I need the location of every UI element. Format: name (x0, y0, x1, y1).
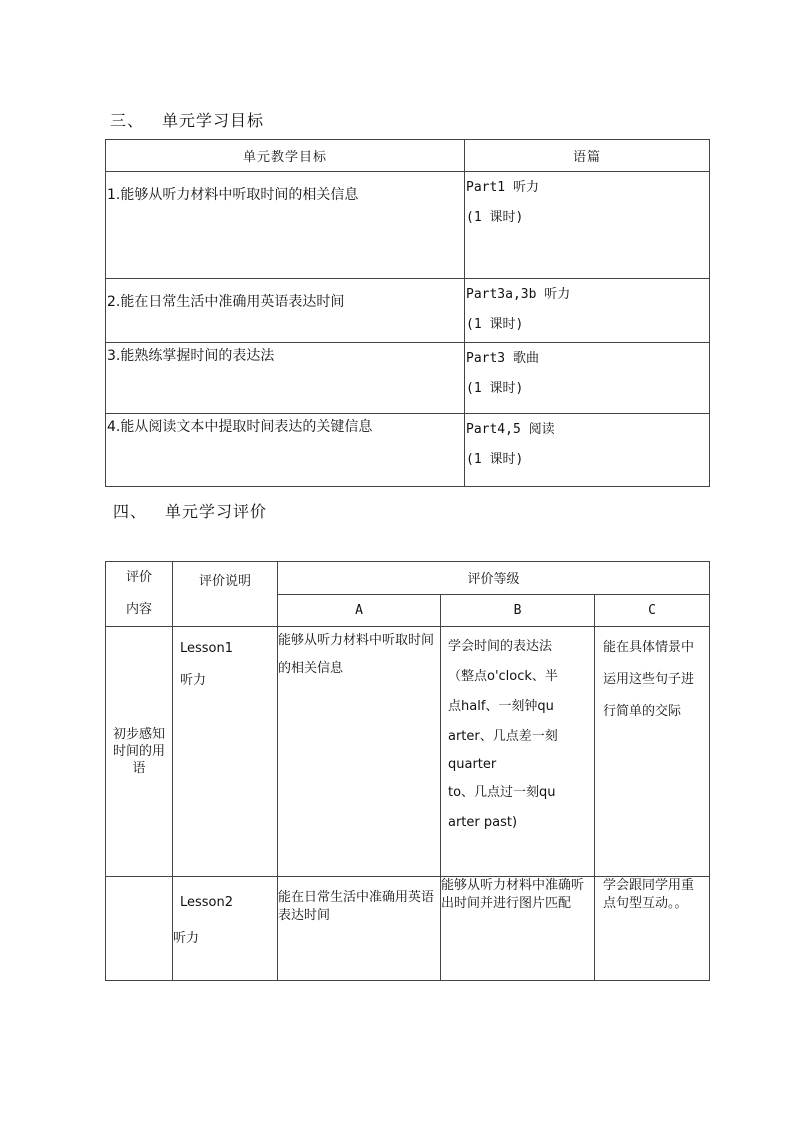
section-4-title: 单元学习评价 (165, 502, 268, 521)
eval-desc-cell (173, 877, 278, 981)
b-line: quarter (448, 757, 497, 772)
table-row (106, 414, 710, 487)
section-3-title: 单元学习目标 (162, 111, 265, 130)
text-hours: (1 课时) (466, 210, 524, 225)
section-3-number: 三、 (110, 111, 145, 130)
table-row (106, 279, 710, 343)
b-line: （整点o'clock、半 (448, 669, 558, 684)
text-name: Part3a,3b 听力 (466, 287, 571, 302)
text-cell (465, 414, 710, 487)
grade-b-cell (441, 627, 595, 877)
unit-goals-table (105, 139, 710, 487)
grade-a-cell: 能在日常生活中准确用英语表达时间 (278, 877, 441, 981)
b-line: arter、几点差一刻 (448, 729, 558, 744)
table-row (106, 627, 710, 877)
text-name: Part3 歌曲 (466, 351, 539, 366)
lesson-name: Lesson2 (180, 895, 234, 910)
eval-content-cell (106, 877, 173, 981)
section-3-heading (110, 108, 264, 131)
text-hours: (1 课时) (466, 317, 524, 332)
text-hours: (1 课时) (466, 452, 524, 467)
goal-cell: 2.能在日常生活中准确用英语表达时间 (106, 279, 465, 343)
lesson-type: 听力 (173, 931, 200, 946)
eval-header-content-line2: 内容 (125, 602, 152, 617)
eval-header-content-line1: 评价 (125, 570, 152, 585)
grade-a-header: A (278, 594, 441, 627)
text-cell (465, 279, 710, 343)
eval-header-content (106, 562, 173, 627)
section-4-heading (113, 499, 267, 522)
eval-desc-cell (173, 627, 278, 877)
goals-header-text: 语篇 (465, 140, 710, 172)
table-row (106, 343, 710, 414)
eval-header-desc: 评价说明 (173, 562, 278, 627)
text-name: Part1 听力 (466, 180, 539, 195)
grade-b-header: B (441, 594, 595, 627)
b-line: to、几点过一刻qu (448, 785, 556, 800)
section-4-number: 四、 (113, 502, 148, 521)
text-cell (465, 172, 710, 279)
lesson-name: Lesson1 (180, 641, 234, 656)
table-row (106, 172, 710, 279)
b-line: 学会时间的表达法 (448, 639, 553, 654)
goal-cell: 1.能够从听力材料中听取时间的相关信息 (106, 172, 465, 279)
grade-c-cell: 能在具体情景中运用这些句子进行简单的交际 (595, 627, 710, 877)
grade-c-header: C (595, 594, 710, 627)
goal-cell: 3.能熟练掌握时间的表达法 (106, 343, 465, 414)
goals-header-row (106, 140, 710, 172)
b-line: arter past) (448, 815, 518, 830)
lesson-type: 听力 (180, 673, 207, 688)
goal-cell: 4.能从阅读文本中提取时间表达的关键信息 (106, 414, 465, 487)
goals-header-goal: 单元教学目标 (106, 140, 465, 172)
b-line: 点half、一刻钟qu (448, 699, 554, 714)
text-name: Part4,5 阅读 (466, 422, 555, 437)
eval-header-grade: 评价等级 (278, 562, 710, 595)
grade-a-cell: 能够从听力材料中听取时间的相关信息 (278, 627, 441, 877)
unit-evaluation-table (105, 561, 710, 981)
table-row (106, 877, 710, 981)
eval-header-row-1 (106, 562, 710, 595)
text-hours: (1 课时) (466, 381, 524, 396)
grade-b-cell: 能够从听力材料中准确听出时间并进行图片匹配 (441, 877, 595, 981)
text-cell (465, 343, 710, 414)
eval-content-cell: 初步感知时间的用语 (106, 627, 173, 877)
grade-c-cell: 学会跟同学用重点句型互动。。 (595, 877, 710, 981)
